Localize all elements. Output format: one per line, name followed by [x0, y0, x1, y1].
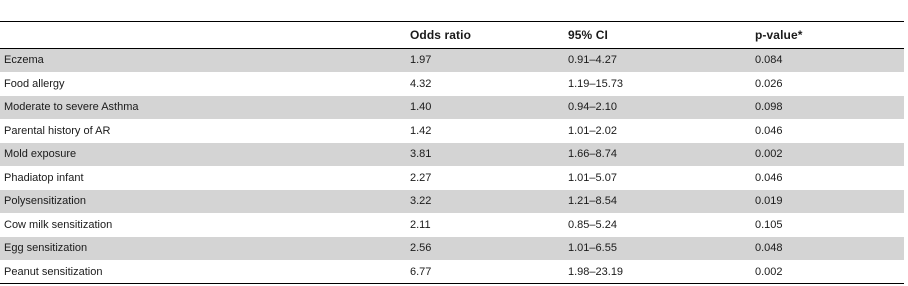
cell-p-value: 0.002 — [755, 265, 783, 278]
cell-variable: Peanut sensitization — [4, 265, 103, 278]
cell-ci: 0.85–5.24 — [568, 218, 617, 231]
cell-variable: Phadiatop infant — [4, 171, 84, 184]
cell-variable: Egg sensitization — [4, 242, 88, 254]
cell-odds-ratio: 1.97 — [410, 54, 432, 66]
cell-ci: 1.21–8.54 — [568, 195, 617, 207]
cell-p-value: 0.105 — [755, 218, 783, 231]
cell-p-value: 0.019 — [755, 195, 783, 207]
cell-ci: 0.94–2.10 — [568, 101, 617, 113]
cell-variable: Food allergy — [4, 77, 65, 90]
table-row — [0, 214, 904, 238]
cell-p-value: 0.046 — [755, 124, 783, 137]
cell-odds-ratio: 1.40 — [410, 101, 432, 113]
cell-odds-ratio: 2.56 — [410, 242, 432, 254]
table-row — [0, 49, 904, 73]
cell-odds-ratio: 6.77 — [410, 265, 432, 278]
table-row — [0, 73, 904, 97]
cell-ci: 1.98–23.19 — [568, 265, 624, 278]
table-row — [0, 237, 904, 261]
table-row — [0, 167, 904, 191]
cell-variable: Cow milk sensitization — [4, 218, 113, 231]
cell-ci: 1.01–5.07 — [568, 171, 617, 184]
table-header-row — [0, 22, 904, 48]
table-row — [0, 190, 904, 214]
cell-p-value: 0.048 — [755, 242, 783, 254]
table-row — [0, 143, 904, 167]
cell-variable: Moderate to severe Asthma — [4, 101, 139, 113]
table-bottom-rule — [0, 283, 904, 284]
cell-variable: Polysensitization — [4, 195, 86, 207]
table-row — [0, 120, 904, 144]
cell-p-value: 0.098 — [755, 101, 783, 113]
cell-ci: 0.91–4.27 — [568, 54, 617, 66]
cell-ci: 1.19–15.73 — [568, 77, 624, 90]
header-95-ci: 95% CI — [568, 28, 608, 42]
header-p-value: p-value* — [755, 28, 803, 42]
cell-ci: 1.01–2.02 — [568, 124, 617, 137]
cell-p-value: 0.002 — [755, 148, 783, 160]
cell-odds-ratio: 2.11 — [410, 218, 431, 231]
cell-ci: 1.66–8.74 — [568, 148, 617, 160]
cell-variable: Mold exposure — [4, 148, 77, 160]
cell-p-value: 0.084 — [755, 54, 783, 66]
cell-odds-ratio: 3.81 — [410, 148, 432, 160]
header-odds-ratio: Odds ratio — [410, 28, 472, 42]
cell-p-value: 0.026 — [755, 77, 783, 90]
cell-odds-ratio: 2.27 — [410, 171, 432, 184]
cell-odds-ratio: 1.42 — [410, 124, 432, 137]
table-row — [0, 96, 904, 120]
table-row — [0, 261, 904, 285]
cell-p-value: 0.046 — [755, 171, 783, 184]
cell-variable: Eczema — [4, 54, 44, 66]
cell-variable: Parental history of AR — [4, 124, 111, 137]
cell-odds-ratio: 4.32 — [410, 77, 432, 90]
cell-ci: 1.01–6.55 — [568, 242, 617, 254]
table-body — [0, 49, 904, 284]
cell-odds-ratio: 3.22 — [410, 195, 432, 207]
